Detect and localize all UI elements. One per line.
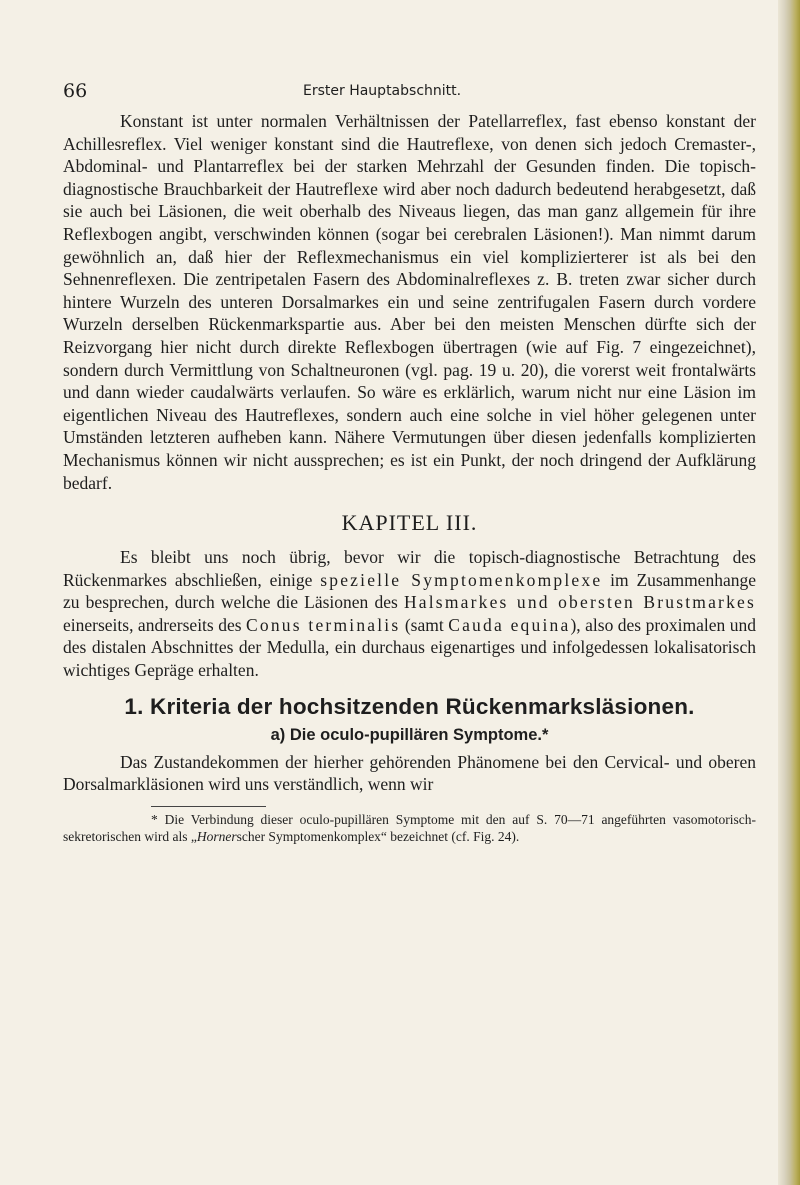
body-paragraph: Konstant ist unter normalen Verhältnissen der Patellarreflex, fast ebenso konstant der Achillesreflex. Viel weniger konstant sind die Hautreflexe, von denen sich jedoch Cremaster-, Abdominal- und Plantarreflex bei der starken Mehrzahl der Gesunden finden. Die topisch-diagnostische Brauchbarkeit der Hautreflexe wird aber noch dadurch bedeutend herabgesetzt, daß sie auch bei Läsionen, die weit oberhalb des Niveaus liegen, das man ganz allgemein für ihre Reflexbogen angibt, verschwinden können (sogar bei cerebralen Läsionen!). Man nimmt darum gewöhnlich an, daß hier der Reflexmechanismus ein viel komplizierterer ist als bei den Sehnenreflexen. Die zentripetalen Fasern des Abdominalreflexes z. B. treten zwar sicher durch hintere Wurzeln des unteren Dorsalmarkes ein und seine zentrifugalen Fasern durch vordere Wurzeln derselben Rückenmarkspartie aus. Aber bei den meisten Menschen dürfte sich der Reizvorgang hier nicht durch direkte Reflexbogen übertragen (wie auf Fig. 7 eingezeichnet), sondern durch Vermittlung von Schaltneuronen (vgl. pag. 19 u. 20), die vorerst weit frontalwärts und dann wieder caudalwärts verlaufen. So wäre es erklärlich, warum nicht nur eine Läsion im eigentlichen Niveau des Hautreflexes, sondern auch eine solche in viel höher gelegenen unter Umständen letzteren aufheben kann. Nähere Vermutungen über diesen jedenfalls komplizierten Mechanismus können wir nicht aussprechen; es ist ein Punkt, der noch dringend der Aufklärung bedarf. [63, 111, 756, 493]
author-name: Horner [196, 828, 237, 844]
page-content [63, 80, 756, 845]
running-head [63, 80, 756, 110]
chapter-title: KAPITEL III. [341, 510, 478, 536]
footnote-text: * Die Verbindung dieser oculo-pupillären Symptome mit den auf S. 70—71 angeführten vasomotorisch-sekretorischen wird als „ [63, 811, 756, 844]
text-segment: Es bleibt uns noch übrig, bevor wir die topisch-diagnostische Betrachtung des Rückenmarkes abschließen, einige [63, 547, 756, 590]
text-segment: im Zusammenhange zu besprechen, durch welche die Läsionen des [63, 569, 756, 613]
intro-paragraph [63, 546, 756, 682]
emphasis-text: Cauda equina [448, 614, 571, 635]
page-edge [778, 0, 800, 1185]
running-title: Erster Hauptabschnitt. [303, 83, 462, 99]
emphasis-text: Conus terminalis [246, 614, 401, 635]
body-paragraph-continued: Das Zustandekommen der hierher gehörenden Phänomene bei den Cervical- und oberen Dorsalmarkläsionen wird uns verständlich, wenn wir [63, 751, 756, 795]
text-segment: ), also des proximalen und des distalen Abschnittes der Medulla, ein durchaus eigenartiges und infolgedessen lokalisatorisch wichtiges Gepräge erhalten. [63, 614, 756, 681]
section-heading: 1. Kriteria der hochsitzenden Rückenmarksläsionen. [124, 693, 695, 719]
emphasis-text: spezielle Symptomenkomplexe [320, 569, 603, 590]
footnote-divider [151, 806, 266, 807]
subsection-heading: a) Die oculo-pupillären Symptome.* [270, 725, 549, 744]
footnote-text: scher Symptomenkomplex“ bezeichnet (cf. Fig. 24). [236, 828, 520, 844]
text-segment: einerseits, andrerseits des [63, 614, 246, 635]
page-number: 66 [63, 80, 88, 102]
emphasis-text: Halsmarkes und obersten Brustmarkes [403, 592, 757, 613]
text-segment: (samt [400, 614, 449, 635]
footnote [63, 811, 756, 845]
